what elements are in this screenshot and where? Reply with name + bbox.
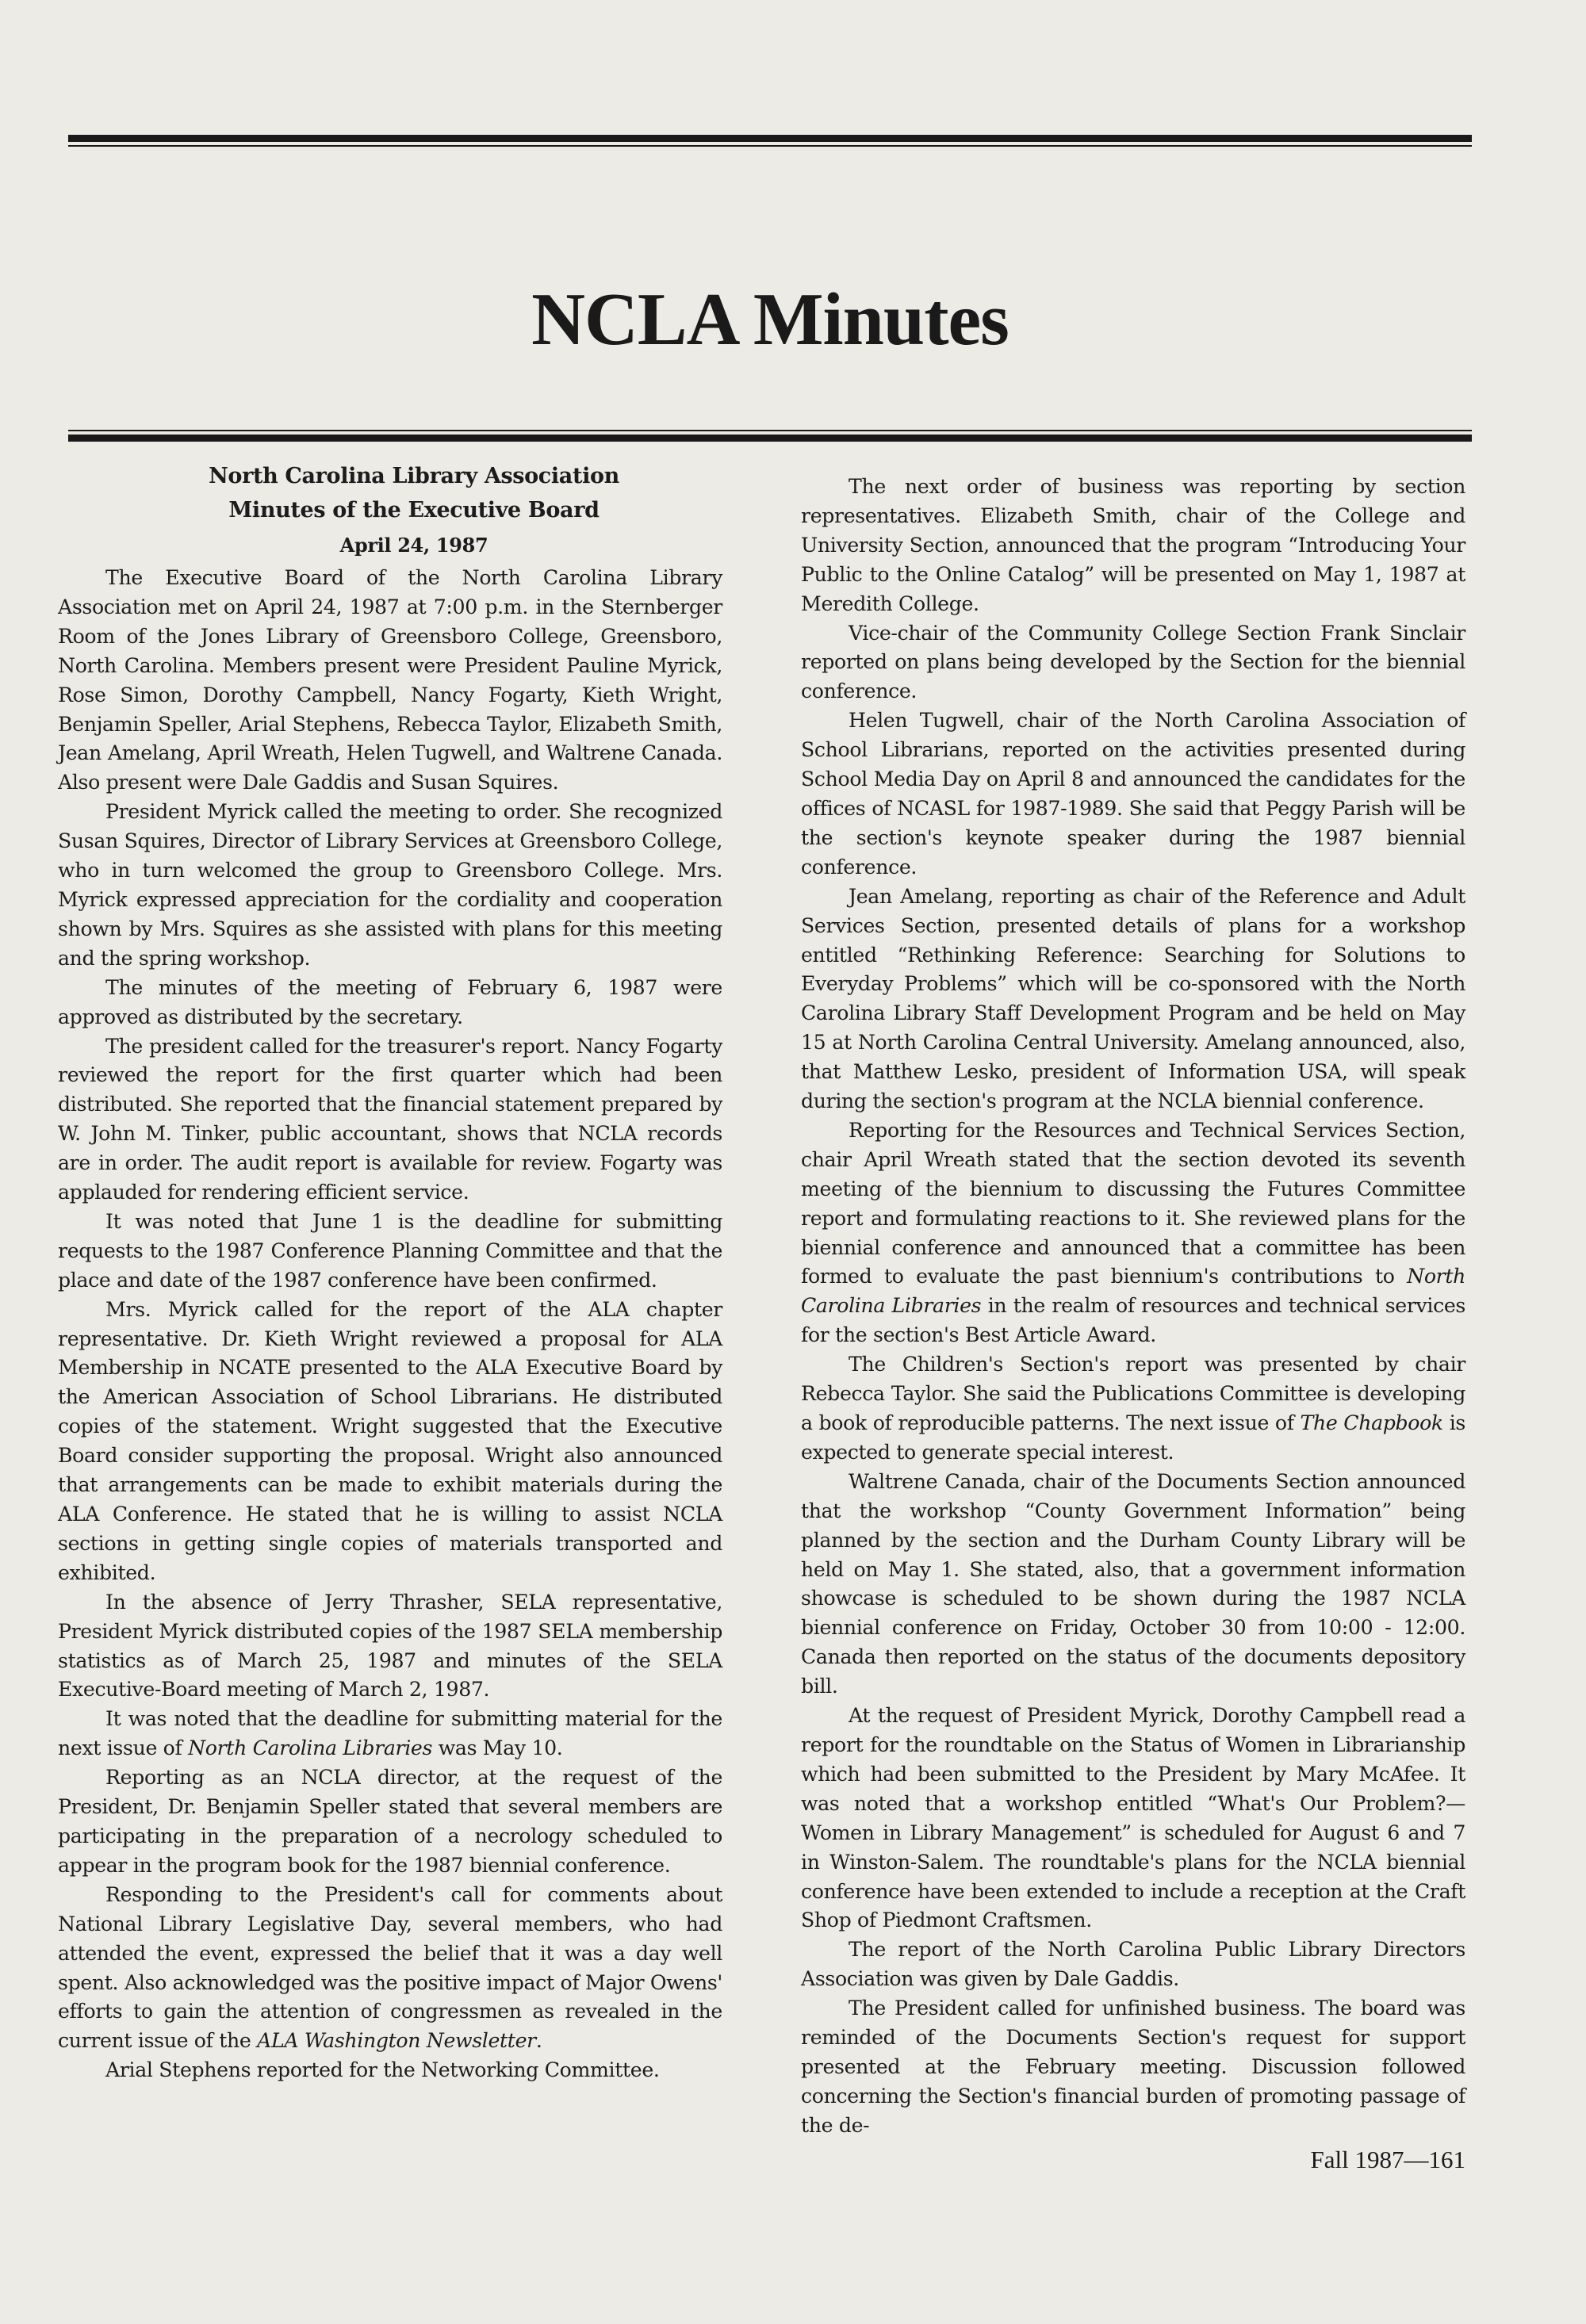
page-folio: Fall 1987—161 — [1310, 2146, 1465, 2173]
meeting-date: April 24, 1987 — [339, 534, 488, 557]
paragraph: Helen Tugwell, chair of the North Carolina Association of School Librarians, reported on the activities presented during School Media Day on April 8 and announced the candidates for the offices of NCASL for 1987-1989. She said that Peggy Parish will be the section's keynote speaker during the 1987 biennial conference. — [801, 709, 1465, 879]
bottom-rule-thin — [68, 430, 1472, 431]
text: is expected to generate special interest. — [801, 1411, 1465, 1464]
paragraph: At the request of President Myrick, Dorothy Campbell read a report for the roundtable on the Status of Women in Librarianship which had been submitted to the President by Mary McAfee. It was noted that a workshop entitled “What's Our Problem?—Women in Library Management” is scheduled for August 6 and 7 in Winston-Salem. The roundtable's plans for the NCLA biennial conference have been extended to include a reception at the Craft Shop of Piedmont Craftsmen. — [801, 1704, 1465, 1932]
text: It was noted that the deadline for submitting material for the next issue of — [58, 1707, 722, 1760]
text: The Children's Section's report was presented by chair Rebecca Taylor. She said the Publications Committee is developing a book of reproducible patterns. The next issue of — [801, 1353, 1465, 1434]
paragraph: The president called for the treasurer's report. Nancy Fogarty reviewed the report for the first quarter which had been distributed. She reported that the financial statement prepared by W. John M. Tinker, public accountant, shows that NCLA records are in order. The audit report is available for review. Fogarty was applauded for rendering efficient service. — [58, 1034, 722, 1204]
publication-title: The Chapbook — [1300, 1411, 1443, 1434]
text: . — [535, 2029, 542, 2053]
text: Reporting for the Resources and Technical Services Section, chair April Wreath stated that the section devoted its seventh meeting of the biennium to discussing the Futures Committee report and formulating reactions to it. She reviewed plans for the biennial conference and announced that a committee has been formed to evaluate the past biennium's contributions to — [801, 1118, 1465, 1288]
paragraph: President Myrick called the meeting to order. She recognized Susan Squires, Director of Library Services at Greensboro College, who in turn welcomed the group to Greensboro College. Mrs. Myrick expressed appreciation for the cordiality and cooperation shown by Mrs. Squires as she assisted with plans for this meeting and the spring workshop. — [58, 800, 722, 970]
paragraph: Jean Amelang, reporting as chair of the Reference and Adult Services Section, presented details of plans for a workshop entitled “Rethinking Reference: Searching for Solutions to Everyday Problems” which will be co-sponsored with the North Carolina Library Staff Development Program and be held on May 15 at North Carolina Central University. Amelang announced, also, that Matthew Lesko, president of Information USA, will speak during the section's program at the NCLA biennial conference. — [801, 884, 1465, 1113]
text: Responding to the President's call for comments about National Library Legislative Day, several members, who had attended the event, expressed the belief that it was a day well spent. Also acknowledged was the positive impact of Major Owens' efforts to gain the attention of congressmen as revealed in the current issue of the — [58, 1882, 722, 2053]
paragraph — [58, 1705, 722, 1763]
org-heading: North Carolina Library Association — [209, 464, 619, 488]
paragraph: The minutes of the meeting of February 6, 1987 were approved as distributed by the secretary. — [58, 975, 722, 1028]
paragraph: The next order of business was reporting by section representatives. Elizabeth Smith, chair of the College and University Section, announced that the program “Introducing Your Public to the Online Catalog” will be presented on May 1, 1987 at Meredith College. — [801, 475, 1465, 615]
paragraph: It was noted that June 1 is the deadline for submitting requests to the 1987 Conference Planning Committee and that the place and date of the 1987 conference have been confirmed. — [58, 1209, 722, 1292]
text: was May 10. — [432, 1736, 563, 1760]
top-rule — [68, 135, 1472, 142]
newsletter-title: ALA Washington Newsletter — [257, 2029, 536, 2053]
journal-title: North Carolina Libraries — [801, 1265, 1465, 1318]
paragraph: Arial Stephens reported for the Networking Committee. — [105, 2058, 660, 2082]
paragraph: The report of the North Carolina Public Library Directors Association was given by Dale Gaddis. — [801, 1938, 1465, 1991]
paragraph: Waltrene Canada, chair of the Documents Section announced that the workshop “County Government Information” being planned by the section and the Durham County Library will be held on May 1. She stated, also, that a government information showcase is scheduled to be shown during the 1987 NCLA biennial conference on Friday, October 30 from 10:00 - 12:00. Canada then reported on the status of the documents depository bill. — [801, 1469, 1465, 1698]
paragraph: Vice-chair of the Community College Section Frank Sinclair reported on plans being developed by the Section for the biennial conference. — [801, 621, 1465, 703]
paragraph: The President called for unfinished business. The board was reminded of the Documents Section's request for support presented at the February meeting. Discussion followed concerning the Section's financial burden of promoting passage of the de- — [801, 1997, 1465, 2137]
bottom-rule — [68, 435, 1472, 442]
paragraph — [58, 1881, 722, 2056]
top-rule-thin — [68, 145, 1472, 147]
minutes-heading: Minutes of the Executive Board — [228, 498, 600, 523]
paragraph — [801, 1350, 1465, 1468]
paragraph: The Executive Board of the North Carolina Library Association met on April 24, 1987 at 7:00 p.m. in the Sternberger Room of the Jones Library of Greensboro College, Greensboro, North Carolina. Members present were President Pauline Myrick, Rose Simon, Dorothy Campbell, Nancy Fogarty, Kieth Wright, Benjamin Speller, Arial Stephens, Rebecca Taylor, Elizabeth Smith, Jean Amelang, April Wreath, Helen Tugwell, and Waltrene Canada. Also present were Dale Gaddis and Susan Squires. — [58, 566, 722, 794]
left-column — [58, 460, 722, 2085]
text: in the realm of resources and technical services for the section's Best Article Award. — [801, 1294, 1465, 1347]
journal-title: North Carolina Libraries — [188, 1736, 433, 1760]
paragraph: Mrs. Myrick called for the report of the ALA chapter representative. Dr. Kieth Wright reviewed a proposal for ALA Membership in NCATE presented to the ALA Executive Board by the American Association of School Librarians. He distributed copies of the statement. Wright suggested that the Executive Board consider supporting the proposal. Wright also announced that arrangements can be made to exhibit materials during the ALA Conference. He stated that he is willing to assist NCLA sections in getting single copies of materials transported and exhibited. — [58, 1297, 722, 1584]
paragraph — [801, 1116, 1465, 1350]
paragraph: In the absence of Jerry Thrasher, SELA representative, President Myrick distributed copies of the 1987 SELA membership statistics as of March 25, 1987 and minutes of the SELA Executive-Board meeting of March 2, 1987. — [58, 1590, 722, 1702]
right-column — [801, 473, 1465, 2141]
paragraph: Reporting as an NCLA director, at the request of the President, Dr. Benjamin Speller stated that several members are participating in the preparation of a necrology scheduled to appear in the program book for the 1987 biennial conference. — [58, 1766, 722, 1877]
page-title: NCLA Minutes — [531, 278, 1009, 361]
